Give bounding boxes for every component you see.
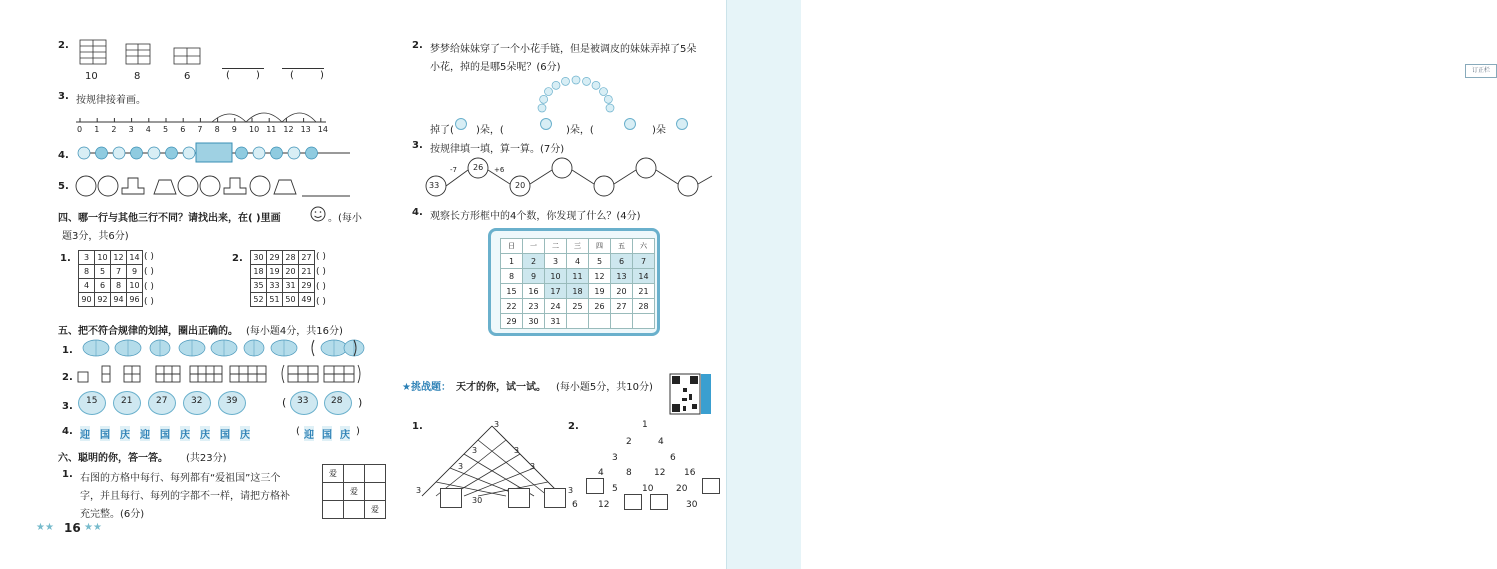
love-grid-cell — [323, 483, 344, 501]
char-0: 迎 — [80, 426, 90, 441]
tick-label-11: 11 — [266, 125, 277, 134]
sec4-q2-cell: 35 — [251, 279, 267, 293]
margin-strip — [726, 0, 1490, 569]
r-q3-number: 3. — [412, 140, 423, 151]
q3-number: 3. — [58, 91, 69, 102]
chain-node-1: 33 — [429, 181, 440, 190]
section4-note: 。(每小 — [328, 213, 362, 224]
ch1-num-0: 3 — [472, 446, 478, 455]
calendar-day: 18 — [567, 284, 589, 299]
page-stars-left: ★★ — [36, 522, 54, 533]
ch2-num-1-1: 4 — [658, 437, 664, 447]
sec4-q1-cell: 12 — [111, 251, 127, 265]
chain-diagram — [422, 154, 722, 200]
tick-label-13: 13 — [300, 125, 311, 134]
r-q2-answer-3: )朵，( — [566, 125, 594, 136]
tick-label-4: 4 — [145, 125, 151, 134]
r-q3-text: 按规律填一填，算一算。(7分) — [430, 144, 565, 155]
balloon-paren-open: ( — [282, 396, 287, 409]
ch2-num-1-0: 2 — [626, 437, 632, 447]
chain-node-2: 26 — [473, 163, 484, 172]
calendar-day — [589, 314, 611, 329]
balloon-option-33: 33 — [297, 396, 309, 406]
ch1-answer-box[interactable] — [544, 488, 566, 508]
sec4-q1-cell: 14 — [127, 251, 143, 265]
calendar-day: 9 — [523, 269, 545, 284]
balloon-value-39: 39 — [226, 396, 238, 406]
page-number: 16 — [64, 521, 81, 535]
calendar-header: 六 — [633, 239, 655, 254]
r-q2-number: 2. — [412, 40, 423, 51]
sec4-q2-paren: ( ) — [316, 282, 326, 292]
calendar-day — [633, 314, 655, 329]
sec6-q1-number: 1. — [62, 469, 73, 480]
calendar-day: 24 — [545, 299, 567, 314]
r-q2-line2: 小花，掉的是哪5朵呢？(6分) — [430, 62, 561, 73]
flower-icon-3 — [624, 118, 636, 130]
char-paren-open: ( — [296, 426, 300, 437]
tick-label-2: 2 — [111, 125, 117, 134]
sec4-q1-cell: 4 — [79, 279, 95, 293]
tick-label-7: 7 — [197, 125, 203, 134]
ch2-num-2-0: 3 — [612, 453, 618, 463]
calendar-header: 五 — [611, 239, 633, 254]
calendar-day: 16 — [523, 284, 545, 299]
balloon-paren-close: ) — [358, 396, 363, 409]
ch2-num-5-2: 30 — [686, 500, 698, 510]
section5-title: 五、把不符合规律的划掉，圈出正确的。 — [58, 326, 238, 337]
calendar-day: 26 — [589, 299, 611, 314]
ch2-num-4-2: 20 — [676, 484, 688, 494]
calendar-day: 21 — [633, 284, 655, 299]
sec6-q1-line3: 充完整。(6分) — [80, 509, 145, 520]
ch2-answer-box[interactable] — [624, 494, 642, 510]
ch2-answer-box[interactable] — [650, 494, 668, 510]
calendar-day: 19 — [589, 284, 611, 299]
love-grid — [322, 464, 386, 519]
sec4-q1-cell: 6 — [95, 279, 111, 293]
ch2-answer-box[interactable] — [702, 478, 720, 494]
sec4-q2-cell: 31 — [283, 279, 299, 293]
sec4-q1-cell: 7 — [111, 265, 127, 279]
char-4: 国 — [160, 426, 170, 441]
sec4-q2-number: 2. — [232, 253, 243, 264]
q4-number: 4. — [58, 150, 69, 161]
q3-text: 按规律接着画。 — [76, 95, 146, 106]
calendar-day: 30 — [523, 314, 545, 329]
calendar-day: 27 — [611, 299, 633, 314]
r-q2-answer-1: 掉了( — [430, 125, 454, 136]
shape-pattern — [74, 174, 354, 198]
smiley-icon — [310, 206, 326, 222]
sec4-q1-cell: 90 — [79, 293, 95, 307]
calendar-header: 四 — [589, 239, 611, 254]
tick-label-6: 6 — [180, 125, 186, 134]
ch2-num-3-2: 12 — [654, 468, 666, 478]
q2-line-2 — [282, 68, 324, 69]
calendar-day: 8 — [501, 269, 523, 284]
calendar-day: 3 — [545, 254, 567, 269]
sec4-q2-cell: 30 — [251, 251, 267, 265]
q2-number: 2. — [58, 40, 69, 51]
sec4-q2-cell: 18 — [251, 265, 267, 279]
calendar-day: 31 — [545, 314, 567, 329]
tick-label-8: 8 — [214, 125, 220, 134]
calendar-day: 6 — [611, 254, 633, 269]
ch2-num-3-1: 8 — [626, 468, 632, 478]
calendar-day: 23 — [523, 299, 545, 314]
tick-label-0: 0 — [77, 125, 83, 134]
ch1-num-2: 3 — [458, 462, 464, 471]
love-grid-cell — [323, 501, 344, 519]
q2-paren-open-1: ( — [226, 70, 230, 81]
q2-paren-open-2: ( — [290, 70, 294, 81]
challenge-note: (每小题5分，共10分) — [556, 382, 653, 393]
balloon-option-28: 28 — [331, 396, 343, 406]
sec4-q1-cell: 94 — [111, 293, 127, 307]
love-grid-cell — [365, 465, 386, 483]
sec4-q1-paren: ( ) — [144, 267, 154, 277]
love-grid-cell: 爱 — [344, 483, 365, 501]
sec6-q1-line1: 右图的方格中每行、每列都有“爱祖国”这三个 — [80, 473, 281, 484]
sec5-q4-number: 4. — [62, 426, 73, 437]
ch1-num-7: 3 — [568, 486, 574, 495]
page-stars-right: ★★ — [84, 522, 102, 533]
square-pattern — [76, 362, 366, 386]
q2-label-3: 6 — [184, 71, 191, 82]
char-8: 庆 — [240, 426, 250, 441]
calendar-day — [611, 314, 633, 329]
calendar-day: 11 — [567, 269, 589, 284]
r-q4-text: 观察长方形框中的4个数，你发现了什么？(4分) — [430, 211, 641, 222]
ch1-triangle — [412, 420, 562, 512]
sec4-q2-cell: 50 — [283, 293, 299, 307]
calendar-day: 4 — [567, 254, 589, 269]
calendar-day: 13 — [611, 269, 633, 284]
sec4-q2-grid — [250, 250, 315, 307]
calendar-header: 日 — [501, 239, 523, 254]
sec4-q2-cell: 33 — [267, 279, 283, 293]
q2-label-1: 10 — [85, 71, 98, 82]
chain-node-3: 20 — [515, 181, 526, 190]
flower-bracelet — [536, 74, 616, 114]
sec4-q2-cell: 29 — [299, 279, 315, 293]
ch2-num-5-1: 12 — [598, 500, 610, 510]
sec4-q1-cell: 92 — [95, 293, 111, 307]
balloon-value-27: 27 — [156, 396, 168, 406]
calendar-day: 14 — [633, 269, 655, 284]
love-grid-cell — [344, 465, 365, 483]
ch2-num-3-3: 16 — [684, 468, 696, 478]
correction-seal: 订正栏 — [1465, 64, 1497, 78]
section4-note2: 题3分，共6分) — [62, 231, 129, 242]
sec4-q1-paren: ( ) — [144, 252, 154, 262]
sec4-q1-cell: 3 — [79, 251, 95, 265]
sec4-q2-cell: 21 — [299, 265, 315, 279]
tick-label-5: 5 — [163, 125, 169, 134]
sec4-q2-cell: 20 — [283, 265, 299, 279]
sec4-q1-cell: 9 — [127, 265, 143, 279]
ch2-number: 2. — [568, 421, 579, 432]
ch1-top: 3 — [494, 420, 500, 429]
calendar-day: 1 — [501, 254, 523, 269]
char-option-0: 迎 — [304, 426, 314, 441]
sec4-q2-paren: ( ) — [316, 297, 326, 307]
calendar-header: 一 — [523, 239, 545, 254]
love-grid-cell: 爱 — [323, 465, 344, 483]
ch1-answer-box[interactable] — [440, 488, 462, 508]
tick-label-9: 9 — [231, 125, 237, 134]
love-grid-cell: 爱 — [365, 501, 386, 519]
ch2-num-5-0: 6 — [572, 500, 578, 510]
tick-label-10: 10 — [249, 125, 260, 134]
sec4-q2-cell: 27 — [299, 251, 315, 265]
love-grid-cell — [344, 501, 365, 519]
char-paren-close: ) — [356, 426, 360, 437]
tick-label-1: 1 — [94, 125, 100, 134]
ch1-num-6: 3 — [416, 486, 422, 495]
ch1-num-1: 3 — [514, 446, 520, 455]
sec5-q1-number: 1. — [62, 345, 73, 356]
calendar-day: 5 — [589, 254, 611, 269]
ch2-num-3-0: 4 — [598, 468, 604, 478]
calendar-day: 7 — [633, 254, 655, 269]
sec6-q1-line2: 字，并且每行、每列的字都不一样，请把方格补 — [80, 491, 290, 502]
calendar-day: 10 — [545, 269, 567, 284]
sec4-q1-paren: ( ) — [144, 282, 154, 292]
balloon-value-32: 32 — [191, 396, 203, 406]
calendar-day: 2 — [523, 254, 545, 269]
sec4-q2-cell: 51 — [267, 293, 283, 307]
sec4-q1-grid — [78, 250, 143, 307]
sec4-q2-cell: 29 — [267, 251, 283, 265]
q5-number: 5. — [58, 181, 69, 192]
pumpkin-pattern — [78, 337, 358, 359]
sec5-q2-number: 2. — [62, 372, 73, 383]
sec4-q1-cell: 96 — [127, 293, 143, 307]
calendar-day: 17 — [545, 284, 567, 299]
ch1-num-4: 30 — [472, 496, 483, 505]
challenge-title2: 天才的你，试一试。 — [456, 382, 546, 393]
ch2-num-0-0: 1 — [642, 420, 648, 430]
ch1-answer-box[interactable] — [508, 488, 530, 508]
char-option-1: 国 — [322, 426, 332, 441]
sec4-q1-cell: 8 — [111, 279, 127, 293]
calendar-day: 28 — [633, 299, 655, 314]
calendar-table — [500, 238, 655, 329]
sec4-q2-paren: ( ) — [316, 252, 326, 262]
sec4-q2-paren: ( ) — [316, 267, 326, 277]
section4-title: 四、哪一行与其他三行不同？请找出来，在( )里画 — [58, 213, 281, 224]
sec4-q1-number: 1. — [60, 253, 71, 264]
flower-icon-2 — [540, 118, 552, 130]
calendar-day: 25 — [567, 299, 589, 314]
char-3: 迎 — [140, 426, 150, 441]
balloon-value-21: 21 — [121, 396, 133, 406]
challenge-title: ★挑战题： — [402, 382, 451, 393]
calendar-day: 15 — [501, 284, 523, 299]
sec4-q1-cell: 10 — [95, 251, 111, 265]
ch2-num-4-1: 10 — [642, 484, 654, 494]
bundles-figure — [74, 38, 264, 68]
section6-note: (共23分) — [186, 453, 227, 464]
r-q4-number: 4. — [412, 207, 423, 218]
balloon-value-15: 15 — [86, 396, 98, 406]
calendar-header: 二 — [545, 239, 567, 254]
section5-note: (每小题4分，共16分) — [246, 326, 343, 337]
sec4-q1-cell: 8 — [79, 265, 95, 279]
ch2-answer-box[interactable] — [586, 478, 604, 494]
q2-paren-close-2: ) — [320, 70, 324, 81]
calendar-header: 三 — [567, 239, 589, 254]
sec5-q3-number: 3. — [62, 401, 73, 412]
r-q2-line1: 梦梦给妹妹穿了一个小花手链，但是被调皮的妹妹弄掉了5朵 — [430, 44, 697, 55]
sec4-q1-paren: ( ) — [144, 297, 154, 307]
calendar-day: 20 — [611, 284, 633, 299]
char-7: 国 — [220, 426, 230, 441]
calendar-day: 29 — [501, 314, 523, 329]
q2-paren-close-1: ) — [256, 70, 260, 81]
qr-code-icon — [670, 374, 712, 416]
tick-label-14: 14 — [317, 125, 328, 134]
tick-label-12: 12 — [283, 125, 294, 134]
ch2-num-4-0: 5 — [612, 484, 618, 494]
q2-label-2: 8 — [134, 71, 141, 82]
flower-icon-4 — [676, 118, 688, 130]
section6-title: 六、聪明的你，答一答。 — [58, 453, 168, 464]
sec4-q2-cell: 49 — [299, 293, 315, 307]
char-option-2: 庆 — [340, 426, 350, 441]
char-2: 庆 — [120, 426, 130, 441]
chain-op-1: -7 — [450, 166, 457, 174]
sec4-q2-cell: 28 — [283, 251, 299, 265]
ch1-num-3: 3 — [530, 462, 536, 471]
ch2-num-2-1: 6 — [670, 453, 676, 463]
sec4-q1-cell: 10 — [127, 279, 143, 293]
bead-string — [74, 140, 354, 166]
q2-line-1 — [222, 68, 264, 69]
char-6: 庆 — [200, 426, 210, 441]
char-1: 国 — [100, 426, 110, 441]
chain-op-2: +6 — [494, 166, 505, 174]
flower-icon-1 — [455, 118, 467, 130]
calendar-day — [567, 314, 589, 329]
r-q2-answer-2: )朵，( — [476, 125, 504, 136]
r-q2-answer-4: )朵 — [652, 125, 666, 136]
ch1-number: 1. — [412, 421, 423, 432]
sec4-q1-cell: 5 — [95, 265, 111, 279]
calendar-day: 12 — [589, 269, 611, 284]
tick-label-3: 3 — [128, 125, 134, 134]
calendar-day: 22 — [501, 299, 523, 314]
love-grid-cell — [365, 483, 386, 501]
sec4-q2-cell: 52 — [251, 293, 267, 307]
char-5: 庆 — [180, 426, 190, 441]
sec4-q2-cell: 19 — [267, 265, 283, 279]
